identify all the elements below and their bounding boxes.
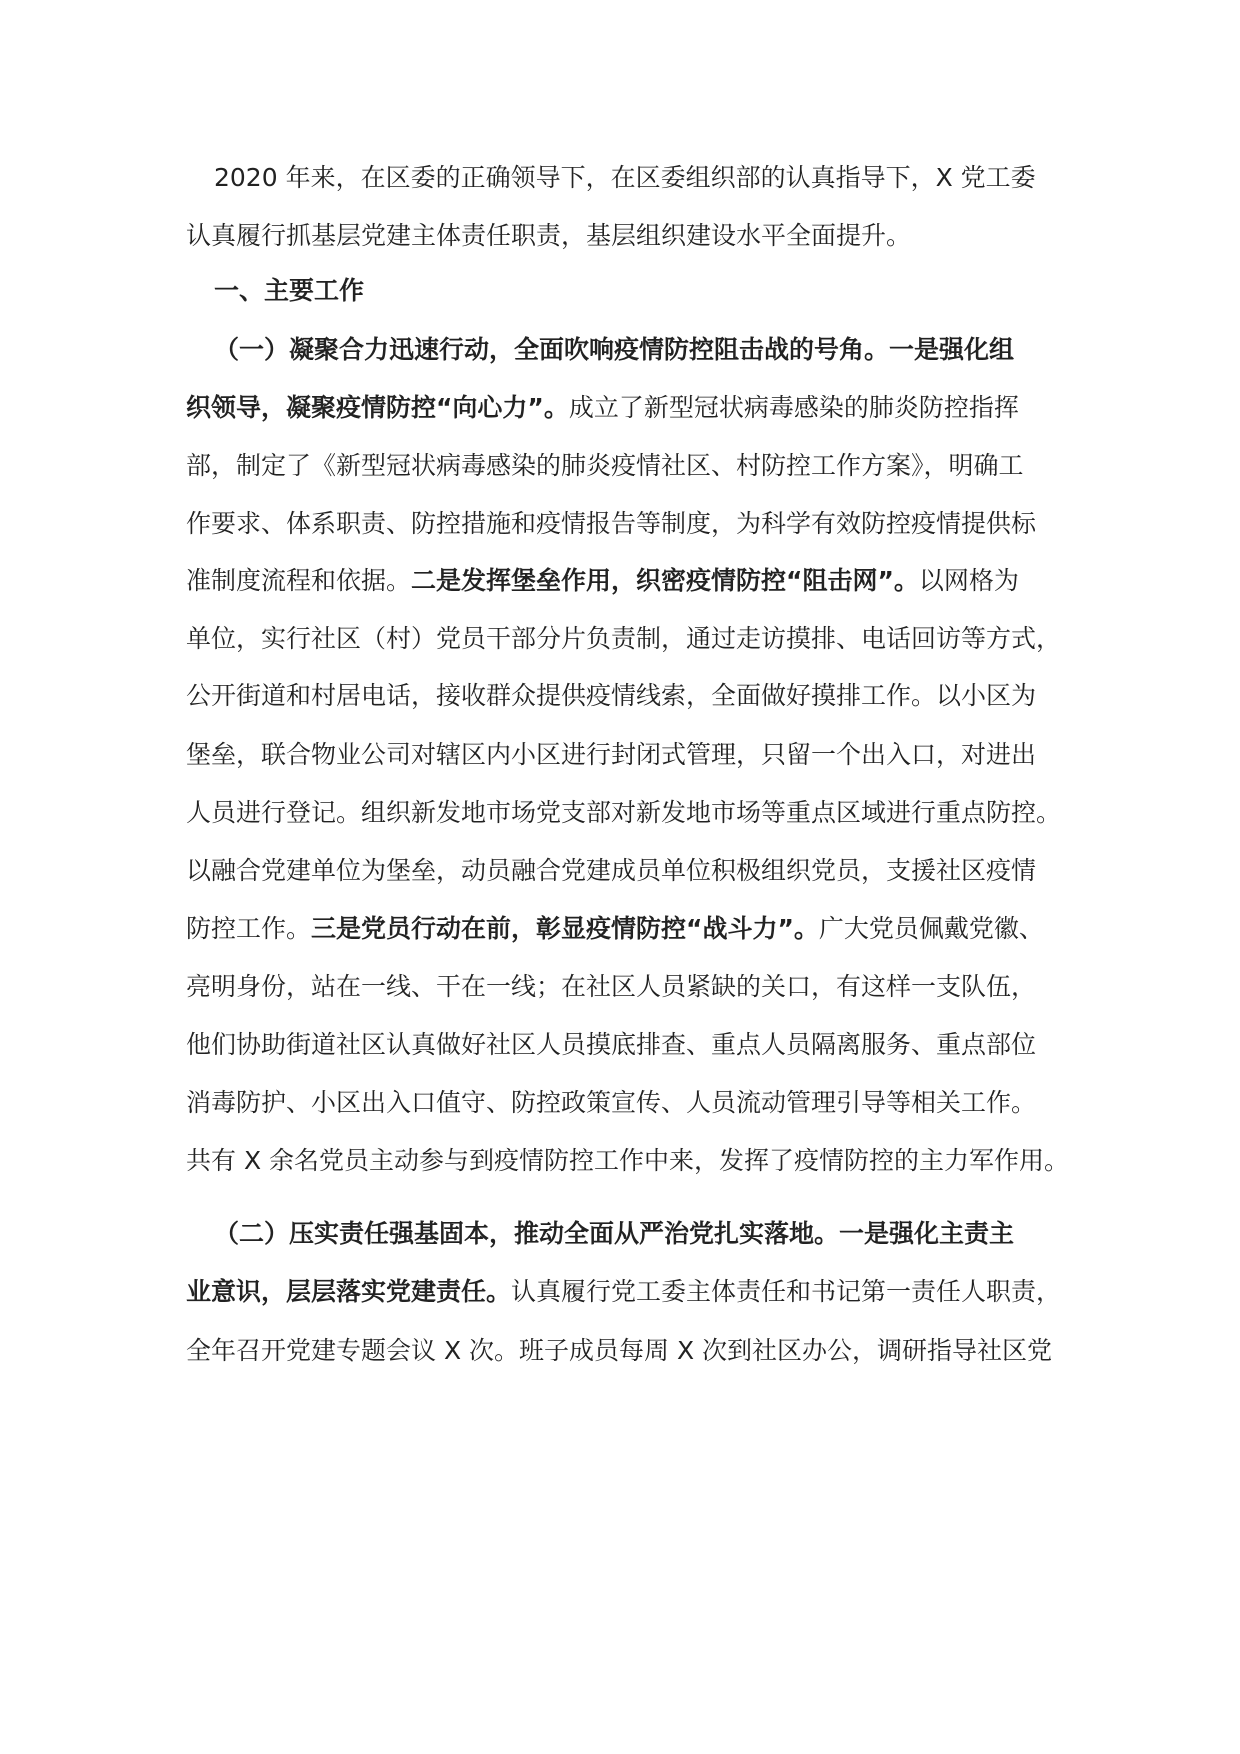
paragraph-line: 人员进行登记。组织新发地市场党支部对新发地市场等重点区域进行重点防控。 bbox=[186, 798, 1062, 827]
paragraph-line bbox=[186, 909, 1086, 949]
text-run: 以网格为 bbox=[918, 566, 1019, 595]
paragraph-line: 部，制定了《新型冠状病毒感染的肺炎疫情社区、村防控工作方案》，明确工 bbox=[186, 451, 1024, 480]
bold-phrase: 织领导，凝聚疫情防控“向心力”。 bbox=[186, 393, 569, 422]
subsection-heading: （二）压实责任强基固本，推动全面从严治党扎实落地。一是强化主责主 bbox=[214, 1219, 1015, 1248]
bold-phrase: 二是发挥堡垒作用，织密疫情防控“阻击网”。 bbox=[411, 566, 919, 595]
bold-phrase: 三是党员行动在前，彰显疫情防控“战斗力”。 bbox=[311, 914, 819, 943]
paragraph-line bbox=[186, 561, 1086, 601]
text-run: 认真履行党工委主体责任和书记第一责任人职责， bbox=[511, 1277, 1062, 1306]
paragraph-line: 单位，实行社区（村）党员干部分片负责制，通过走访摸排、电话回访等方式， bbox=[186, 624, 1062, 653]
text-run: 防控工作。 bbox=[186, 914, 312, 943]
intro-line: 认真履行抓基层党建主体责任职责，基层组织建设水平全面提升。 bbox=[186, 221, 912, 250]
paragraph-line: 堡垒，联合物业公司对辖区内小区进行封闭式管理，只留一个出入口，对进出 bbox=[186, 740, 1037, 769]
section-heading: 一、主要工作 bbox=[214, 276, 365, 305]
text-run: 广大党员佩戴党徽、 bbox=[818, 914, 1044, 943]
paragraph-line bbox=[186, 388, 1086, 428]
text-run: 成立了新型冠状病毒感染的肺炎防控指挥 bbox=[568, 393, 1019, 422]
bold-phrase: 业意识，层层落实党建责任。 bbox=[186, 1277, 512, 1306]
paragraph-line: 公开街道和村居电话，接收群众提供疫情线索，全面做好摸排工作。以小区为 bbox=[186, 681, 1037, 710]
intro-line: 2020 年来，在区委的正确领导下，在区委组织部的认真指导下，X 党工委 bbox=[214, 163, 1036, 192]
paragraph-line bbox=[186, 1272, 1086, 1312]
paragraph-line: 他们协助街道社区认真做好社区人员摸底排查、重点人员隔离服务、重点部位 bbox=[186, 1030, 1037, 1059]
paragraph-line: 以融合党建单位为堡垒，动员融合党建成员单位积极组织党员，支援社区疫情 bbox=[186, 856, 1037, 885]
text-run: 准制度流程和依据。 bbox=[186, 566, 412, 595]
paragraph-line: 亮明身份，站在一线、干在一线；在社区人员紧缺的关口，有这样一支队伍， bbox=[186, 972, 1037, 1001]
paragraph-line: 消毒防护、小区出入口值守、防控政策宣传、人员流动管理引导等相关工作。 bbox=[186, 1088, 1037, 1117]
paragraph-line: 共有 X 余名党员主动参与到疫情防控工作中来，发挥了疫情防控的主力军作用。 bbox=[186, 1146, 1070, 1175]
paragraph-line: 作要求、体系职责、防控措施和疫情报告等制度，为科学有效防控疫情提供标 bbox=[186, 509, 1037, 538]
subsection-heading: （一）凝聚合力迅速行动，全面吹响疫情防控阻击战的号角。一是强化组 bbox=[214, 335, 1015, 364]
paragraph-line: 全年召开党建专题会议 X 次。班子成员每周 X 次到社区办公，调研指导社区党 bbox=[186, 1336, 1053, 1365]
